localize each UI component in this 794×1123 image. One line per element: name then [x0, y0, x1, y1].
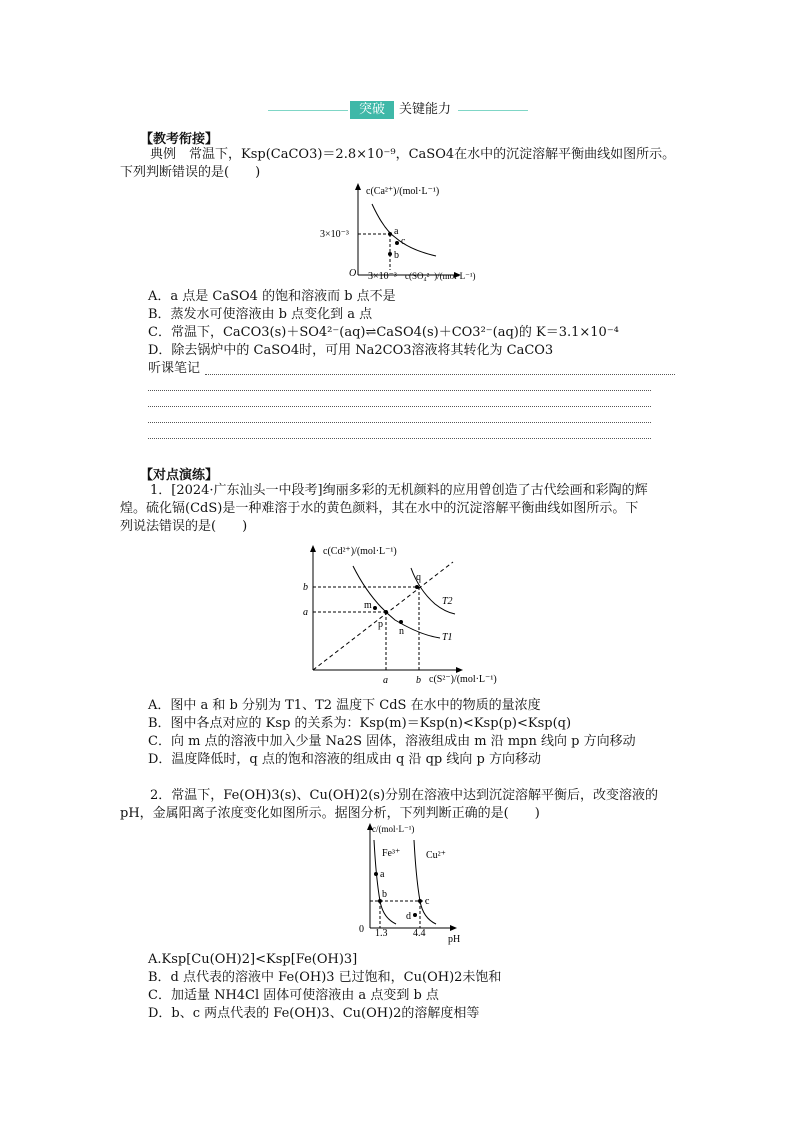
y-tick-label: a — [303, 607, 308, 618]
option-b: B．d 点代表的溶液中 Fe(OH)3 已过饱和，Cu(OH)2未饱和 — [148, 970, 502, 985]
y-tick-label: b — [303, 582, 308, 593]
point-label: c — [401, 236, 406, 247]
point-label: b — [394, 250, 399, 261]
option-c: C．加适量 NH4Cl 固体可使溶液由 a 点变到 b 点 — [148, 988, 439, 1003]
question-line: 典例 常温下，Ksp(CaCO3)＝2.8×10⁻⁹，CaSO4在水中的沉淀溶解平衡曲线如图所示。 — [150, 147, 676, 162]
point-d — [413, 913, 417, 917]
point-c — [395, 241, 399, 245]
point-q — [415, 585, 419, 589]
option-d: D．除去锅炉中的 CaSO4时，可用 Na2CO3溶液将其转化为 CaCO3 — [148, 343, 554, 358]
section-title-jiaokao: 【教考衔接】 — [140, 132, 219, 147]
y-axis-label: c(Cd²⁺)/(mol·L⁻¹) — [323, 546, 397, 557]
x-tick-label: 3×10⁻³ — [368, 271, 397, 282]
y-axis-label: c(Ca²⁺)/(mol·L⁻¹) — [366, 186, 440, 197]
option-c: C．常温下，CaCO3(s)＋SO4²⁻(aq)⇌CaSO4(s)＋CO3²⁻(aq)的 K＝3.1×10⁻⁴ — [148, 325, 619, 340]
question-line: 煌。硫化镉(CdS)是一种难溶于水的黄色颜料，其在水中的沉淀溶解平衡曲线如图所示。下 — [120, 501, 639, 516]
point-label: p — [378, 619, 383, 630]
option-b: B．图中各点对应的 Ksp 的关系为：Ksp(m)＝Ksp(n)<Ksp(p)<Ksp(q) — [148, 716, 572, 731]
section-heading: 关键能力 — [399, 102, 452, 117]
point-label: b — [382, 889, 387, 900]
x-axis-label: pH — [448, 934, 461, 945]
point-label: n — [399, 626, 404, 637]
header-rule-right — [458, 110, 528, 111]
question-line: 2．常温下，Fe(OH)3(s)、Cu(OH)2(s)分别在溶液中达到沉淀溶解平衡后，改变溶液的 — [150, 788, 659, 803]
option-d: D．b、c 两点代表的 Fe(OH)3、Cu(OH)2的溶解度相等 — [148, 1006, 480, 1021]
point-label: q — [416, 572, 421, 583]
point-n — [399, 620, 403, 624]
diagonal-guide — [313, 562, 453, 670]
y-axis-label: c/(mol·L⁻¹) — [372, 824, 415, 834]
point-b — [388, 252, 392, 256]
question-line: 列说法错误的是( ) — [120, 519, 248, 534]
option-a: A.Ksp[Cu(OH)2]<Ksp[Fe(OH)3] — [148, 952, 358, 967]
curve-label: T2 — [442, 596, 453, 607]
origin-label: O — [349, 268, 357, 279]
option-b: B．蒸发水可使溶液由 b 点变化到 a 点 — [148, 307, 373, 322]
option-c: C．向 m 点的溶液中加入少量 Na2S 固体，溶液组成由 m 沿 mpn 线向 p 方向移动 — [148, 734, 636, 749]
equilibrium-curve — [372, 204, 436, 256]
x-tick-label: 1.3 — [375, 928, 388, 939]
hydroxide-ph-figure — [352, 818, 472, 948]
option-a: A．a 点是 CaSO4 的饱和溶液而 b 点不是 — [148, 289, 396, 304]
point-a — [388, 232, 392, 236]
option-a: A．图中 a 和 b 分别为 T1、T2 温度下 CdS 在水中的物质的量浓度 — [148, 698, 541, 713]
origin-label: 0 — [359, 924, 364, 935]
caso4-solubility-figure — [318, 180, 518, 285]
series-label: Cu²⁺ — [426, 850, 446, 861]
point-label: a — [394, 226, 399, 237]
section-badge: 突破 — [350, 101, 394, 119]
curve-label: T1 — [442, 632, 453, 643]
header-rule-left — [268, 110, 348, 111]
x-axis-label: c(S²⁻)/(mol·L⁻¹) — [429, 674, 497, 685]
point-a — [374, 872, 378, 876]
point-c — [418, 899, 422, 903]
x-tick-label: 4.4 — [413, 928, 426, 939]
x-axis-label: c(SO₄²⁻)/(mol·L⁻¹) — [405, 271, 476, 281]
question-line: 下列判断错误的是( ) — [120, 165, 261, 180]
y-tick-label: 3×10⁻³ — [320, 229, 349, 240]
point-m — [373, 606, 377, 610]
x-tick-label: a — [383, 675, 388, 686]
cds-solubility-figure — [295, 540, 515, 690]
question-line: pH，金属阳离子浓度变化如图所示。据图分析，下列判断正确的是( ) — [120, 806, 540, 821]
question-line: 1．[2024·广东汕头一中段考]绚丽多彩的无机颜料的应用曾创造了古代绘画和彩陶的辉 — [150, 483, 648, 498]
point-label: d — [406, 911, 411, 922]
notes-line[interactable] — [205, 374, 675, 375]
notes-line[interactable] — [148, 422, 651, 423]
notes-label: 听课笔记 — [148, 361, 201, 376]
notes-line[interactable] — [148, 406, 651, 407]
notes-line[interactable] — [148, 390, 651, 391]
point-label: c — [425, 896, 430, 907]
point-label: m — [364, 600, 372, 611]
point-p — [384, 610, 388, 614]
option-d: D．温度降低时，q 点的饱和溶液的组成由 q 沿 qp 线向 p 方向移动 — [148, 752, 541, 767]
notes-line[interactable] — [148, 438, 651, 439]
x-tick-label: b — [416, 675, 421, 686]
series-label: Fe³⁺ — [382, 848, 401, 859]
section-title-duidian: 【对点演练】 — [140, 468, 219, 483]
point-label: a — [380, 869, 385, 880]
